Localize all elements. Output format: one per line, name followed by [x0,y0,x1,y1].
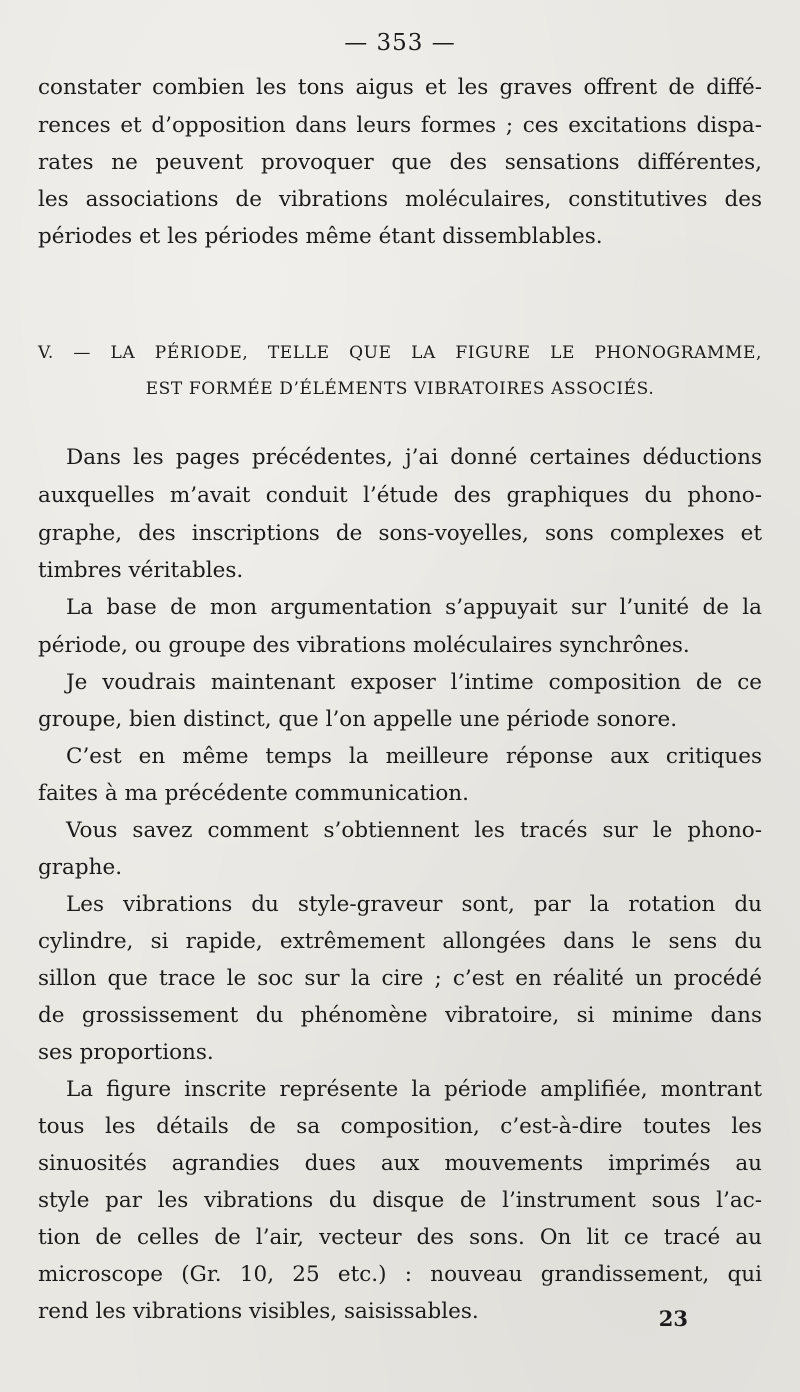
text-line: microscope (Gr. 10, 25 etc.) : nouveau grandissement, qui [38,1262,762,1287]
text-line: tous les détails de sa composition, c’est-à-dire toutes les [38,1114,762,1139]
section-heading: V. — LA PÉRIODE, TELLE QUE LA FIGURE LE PHONOGRAMME, [38,343,762,363]
text-line: tion de celles de l’air, vecteur des sons. On lit ce tracé au [38,1225,762,1250]
text-line: ses proportions. [38,1040,214,1065]
text-line: périodes et les périodes même étant dissemblables. [38,224,603,249]
text-line: C’est en même temps la meilleure réponse aux critiques [66,744,762,769]
text-line: auxquelles m’avait conduit l’étude des graphiques du phono- [38,483,762,508]
text-line: groupe, bien distinct, que l’on appelle une période sonore. [38,707,678,732]
section-heading-continued: EST FORMÉE D’ÉLÉMENTS VIBRATOIRES ASSOCIÉS. [145,379,655,399]
text-line: période, ou groupe des vibrations moléculaires synchrônes. [38,633,690,658]
text-line: rend les vibrations visibles, saisissables. [38,1299,479,1324]
text-line: sinuosités agrandies dues aux mouvements imprimés au [38,1151,762,1176]
text-line: constater combien les tons aigus et les graves offrent de diffé- [38,75,762,100]
text-line: graphe. [38,855,123,880]
text-line: La base de mon argumentation s’appuyait sur l’unité de la [66,595,762,620]
text-line: Je voudrais maintenant exposer l’intime composition de ce [66,670,762,695]
page-number: — 353 — [344,30,456,56]
text-line: rences et d’opposition dans leurs formes ; ces excitations dispa- [38,113,762,138]
text-line: timbres véritables. [38,558,244,583]
text-line: cylindre, si rapide, extrêmement allongées dans le sens du [38,929,762,954]
text-line: Dans les pages précédentes, j’ai donné certaines déductions [66,445,762,470]
signature-number: 23 [658,1306,688,1331]
text-line: La figure inscrite représente la période amplifiée, montrant [66,1077,762,1102]
text-line: Vous savez comment s’obtiennent les tracés sur le phono- [66,818,762,843]
text-line: Les vibrations du style-graveur sont, par la rotation du [66,892,762,917]
text-line: de grossissement du phénomène vibratoire, si minime dans [38,1003,762,1028]
text-line: rates ne peuvent provoquer que des sensations différentes, [38,150,762,175]
text-line: sillon que trace le soc sur la cire ; c’est en réalité un procédé [38,966,762,991]
text-line: style par les vibrations du disque de l’instrument sous l’ac- [38,1188,762,1213]
text-line: les associations de vibrations moléculaires, constitutives des [38,187,762,212]
text-line: graphe, des inscriptions de sons-voyelles, sons complexes et [38,521,762,546]
text-line: faites à ma précédente communication. [38,781,469,806]
